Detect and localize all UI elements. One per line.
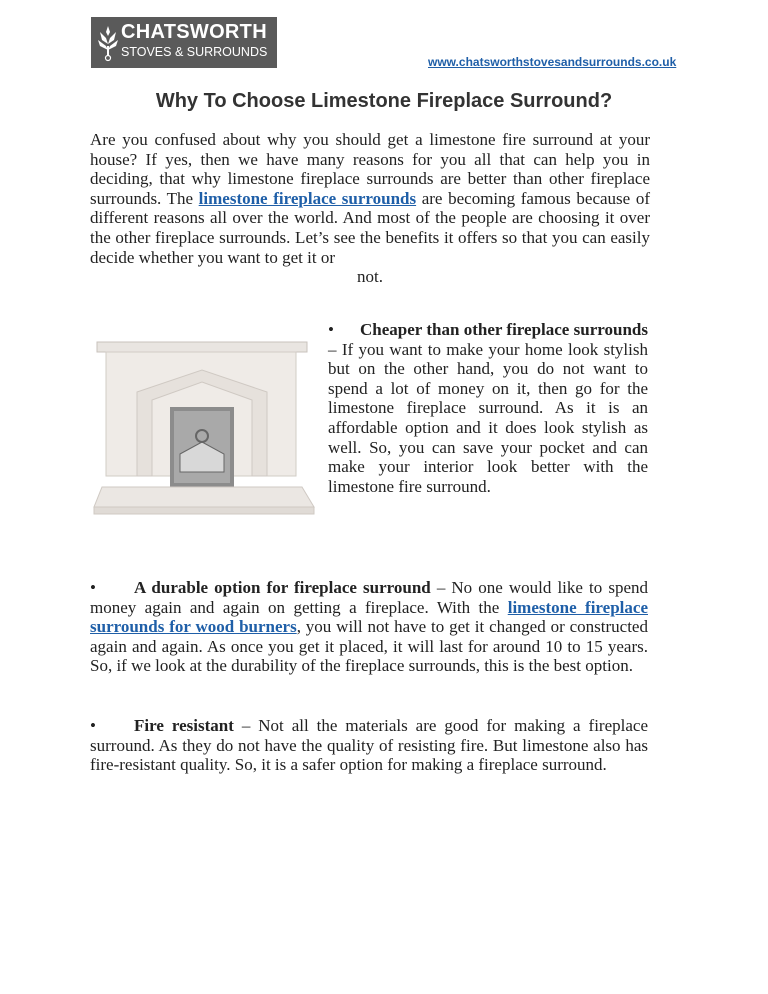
leaf-logo-icon xyxy=(96,24,120,62)
bullet-text: – No one would like to spend money again and again on getting a fireplace. With the xyxy=(90,578,648,617)
bullet-text: – If you want to make your home look stylish but on the other hand, you do not want to spend a lot of money on it, then go for the limestone fireplace surround. As it is an affordable option and it does look stylish as well. So, you can save your pocket and can make your interior look better with the limestone fire surround. xyxy=(328,339,648,496)
intro-text-end: not. xyxy=(357,267,383,287)
bullet-cheaper xyxy=(328,320,648,496)
bullet-heading: Fire resistant xyxy=(134,716,234,735)
intro-text: Are you confused about why you should get a limestone fire surround at your house? If yes, then we have many reasons for you all that can help you in deciding, that why limestone fireplace surrounds are better than other fireplace surrounds. The xyxy=(90,130,650,208)
wood-burners-surrounds-link[interactable]: limestone fireplace surrounds for wood burners xyxy=(90,597,648,637)
bullet-text: – Not all the materials are good for making a fireplace surround. As they do not have the quality of resisting fire. But limestone also has fire-resistant quality. So, it is a safer option for making a fireplace surround. xyxy=(90,716,649,775)
bullet-marker: • xyxy=(90,578,96,597)
logo-name: CHATSWORTH xyxy=(121,21,267,43)
bullet-heading: A durable option for fireplace surround xyxy=(134,578,431,597)
limestone-surrounds-link[interactable]: limestone fireplace surrounds xyxy=(198,188,417,208)
intro-text-cont: are becoming famous because of different reasons all over the world. And most of the people are choosing it over the other fireplace surrounds. Let’s see the benefits it offers so that you can easily decide whether you want to get it or xyxy=(90,188,650,267)
bullet-heading: Cheaper than other fireplace surrounds xyxy=(360,320,648,339)
logo-tagline: STOVES & SURROUNDS xyxy=(121,45,268,59)
bullet-fire-resistant xyxy=(90,716,648,775)
fireplace-image xyxy=(92,332,322,518)
website-link[interactable]: www.chatsworthstovesandsurrounds.co.uk xyxy=(428,55,677,69)
intro-paragraph xyxy=(90,130,650,287)
bullet-durable xyxy=(90,578,648,676)
company-logo[interactable] xyxy=(91,17,277,68)
bullet-text-cont: , you will not have to get it changed or constructed again and again. As once you get it placed, it will last for around 10 to 15 years. So, if we look at the durability of the fireplace surrounds, this is the best option. xyxy=(90,617,648,676)
bullet-marker: • xyxy=(90,716,96,735)
page-title: Why To Choose Limestone Fireplace Surround? xyxy=(155,90,613,112)
bullet-marker: • xyxy=(328,320,334,339)
